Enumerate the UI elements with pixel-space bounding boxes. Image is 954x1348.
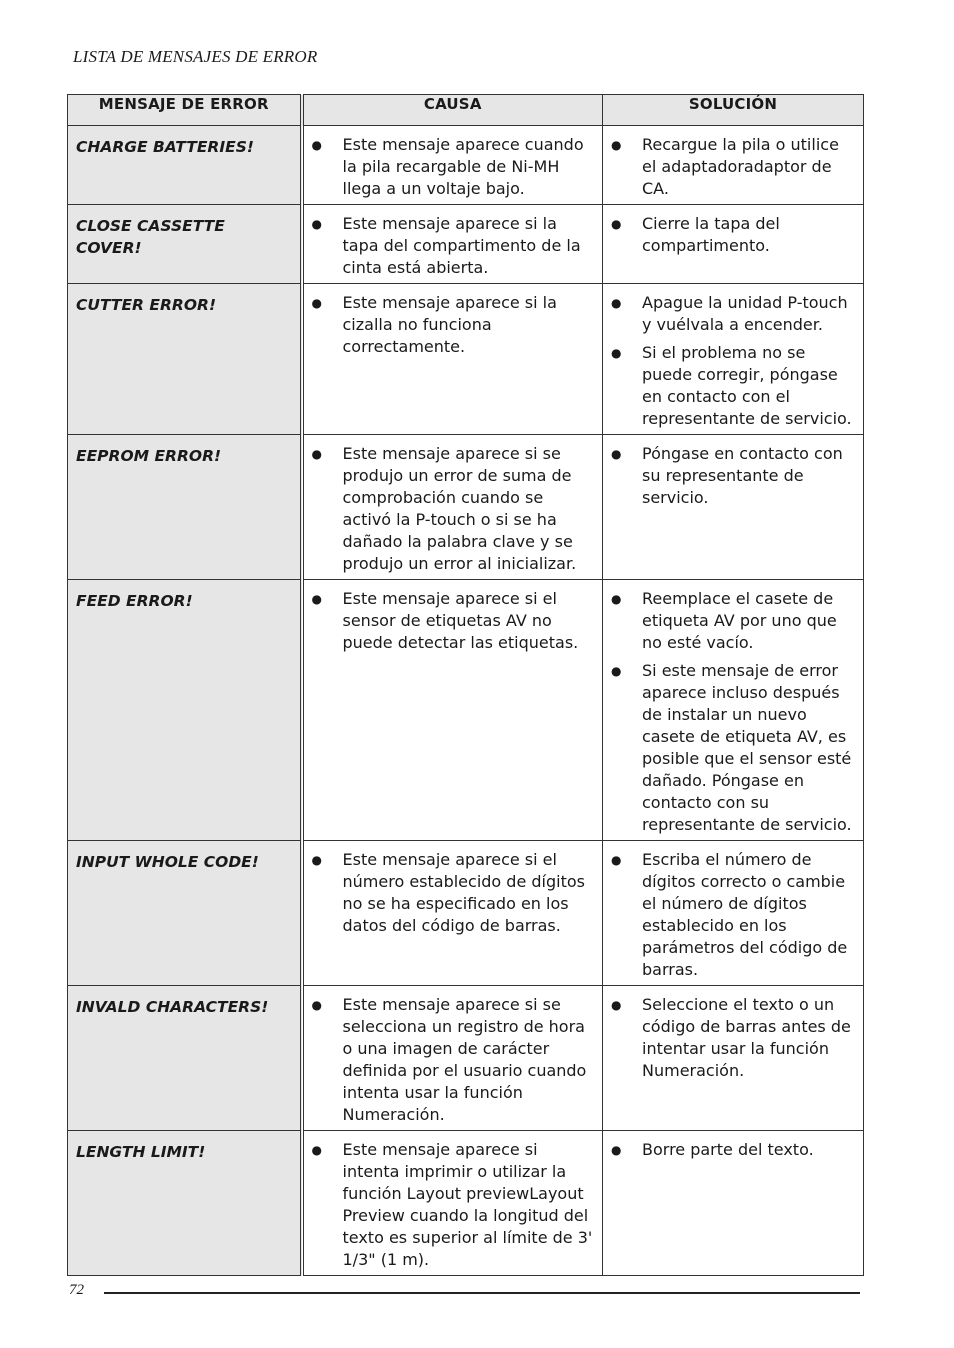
cause-cell xyxy=(302,205,603,284)
cause-item-text: Este mensaje aparece si la cizalla no funciona correctamente. xyxy=(342,293,557,356)
solution-item-text: Si el problema no se puede corregir, póngase en contacto con el representante de servicio. xyxy=(642,343,852,428)
solution-item xyxy=(609,443,855,509)
table-row xyxy=(68,841,864,986)
solution-item-text: Borre parte del texto. xyxy=(642,1140,814,1159)
bullet-icon: ● xyxy=(611,346,622,360)
table-row xyxy=(68,284,864,435)
solution-item xyxy=(609,1139,855,1161)
cause-cell xyxy=(302,284,603,435)
solution-item xyxy=(609,213,855,257)
cause-item-text: Este mensaje aparece si se produjo un error de suma de comprobación cuando se activó la P-touch o si se ha dañado la palabra clave y se produjo un error al inicializar. xyxy=(342,444,577,573)
solution-item-text: Si este mensaje de error aparece incluso después de instalar un nuevo casete de etiqueta AV, es posible que el sensor esté dañado. Póngase en contacto con su representante de servicio. xyxy=(642,661,852,834)
solution-item xyxy=(609,342,855,430)
cause-item xyxy=(310,443,595,575)
cause-cell xyxy=(302,435,603,580)
solution-item xyxy=(609,588,855,654)
footer-rule xyxy=(104,1292,860,1294)
solution-item-text: Póngase en contacto con su representante de servicio. xyxy=(642,444,843,507)
error-message-cell: LENGTH LIMIT! xyxy=(68,1131,302,1276)
table-header-row xyxy=(68,95,864,126)
error-message-cell: INPUT WHOLE CODE! xyxy=(68,841,302,986)
solution-item-text: Escriba el número de dígitos correcto o cambie el número de dígitos establecido en los parámetros del código de barras. xyxy=(642,850,848,979)
solution-item xyxy=(609,994,855,1082)
header-cause: CAUSA xyxy=(302,95,603,126)
bullet-icon: ● xyxy=(611,296,622,310)
solution-item xyxy=(609,660,855,836)
table-row xyxy=(68,435,864,580)
cause-item xyxy=(310,134,595,200)
solution-cell xyxy=(603,841,864,986)
bullet-icon: ● xyxy=(311,138,322,152)
error-messages-table xyxy=(67,94,864,1276)
bullet-icon: ● xyxy=(611,592,622,606)
solution-cell xyxy=(603,205,864,284)
solution-item-text: Apague la unidad P-touch y vuélvala a encender. xyxy=(642,293,848,334)
cause-cell xyxy=(302,126,603,205)
bullet-icon: ● xyxy=(311,592,322,606)
cause-cell xyxy=(302,1131,603,1276)
cause-item-text: Este mensaje aparece cuando la pila recargable de Ni-MH llega a un voltaje bajo. xyxy=(342,135,584,198)
page-number: 72 xyxy=(69,1282,84,1298)
error-message-cell: EEPROM ERROR! xyxy=(68,435,302,580)
solution-cell xyxy=(603,435,864,580)
table-row xyxy=(68,126,864,205)
cause-item-text: Este mensaje aparece si el sensor de etiquetas AV no puede detectar las etiquetas. xyxy=(342,589,579,652)
bullet-icon: ● xyxy=(311,998,322,1012)
bullet-icon: ● xyxy=(611,853,622,867)
cause-item-text: Este mensaje aparece si la tapa del compartimento de la cinta está abierta. xyxy=(342,214,581,277)
cause-item xyxy=(310,994,595,1126)
cause-item-text: Este mensaje aparece si intenta imprimir o utilizar la función Layout previewLayout Preview cuando la longitud del texto es superior al límite de 3' 1/3" (1 m). xyxy=(342,1140,593,1269)
bullet-icon: ● xyxy=(311,1143,322,1157)
bullet-icon: ● xyxy=(611,138,622,152)
solution-cell xyxy=(603,580,864,841)
bullet-icon: ● xyxy=(311,296,322,310)
error-message-cell: CLOSE CASSETTE COVER! xyxy=(68,205,302,284)
header-solution: SOLUCIÓN xyxy=(603,95,864,126)
error-message-cell: INVALD CHARACTERS! xyxy=(68,986,302,1131)
solution-cell xyxy=(603,986,864,1131)
page-title: LISTA DE MENSAJES DE ERROR xyxy=(73,47,318,66)
error-message-cell: CHARGE BATTERIES! xyxy=(68,126,302,205)
solution-cell xyxy=(603,126,864,205)
cause-item xyxy=(310,588,595,654)
bullet-icon: ● xyxy=(611,217,622,231)
solution-item xyxy=(609,134,855,200)
solution-item-text: Seleccione el texto o un código de barras antes de intentar usar la función Numeración. xyxy=(642,995,851,1080)
solution-cell xyxy=(603,284,864,435)
solution-item-text: Recargue la pila o utilice el adaptadoradaptor de CA. xyxy=(642,135,839,198)
cause-item-text: Este mensaje aparece si se selecciona un registro de hora o una imagen de carácter definida por el usuario cuando intenta usar la función Numeración. xyxy=(342,995,587,1124)
table-row xyxy=(68,1131,864,1276)
bullet-icon: ● xyxy=(311,853,322,867)
cause-item-text: Este mensaje aparece si el número establecido de dígitos no se ha especificado en los datos del código de barras. xyxy=(342,850,585,935)
cause-item xyxy=(310,849,595,937)
bullet-icon: ● xyxy=(611,447,622,461)
cause-cell xyxy=(302,986,603,1131)
table-row xyxy=(68,986,864,1131)
error-message-cell: FEED ERROR! xyxy=(68,580,302,841)
solution-item-text: Cierre la tapa del compartimento. xyxy=(642,214,780,255)
error-message-cell: CUTTER ERROR! xyxy=(68,284,302,435)
cause-cell xyxy=(302,580,603,841)
solution-cell xyxy=(603,1131,864,1276)
header-message: MENSAJE DE ERROR xyxy=(68,95,302,126)
solution-item xyxy=(609,292,855,336)
bullet-icon: ● xyxy=(611,664,622,678)
cause-item xyxy=(310,292,595,358)
bullet-icon: ● xyxy=(611,1143,622,1157)
cause-cell xyxy=(302,841,603,986)
bullet-icon: ● xyxy=(311,217,322,231)
table-row xyxy=(68,580,864,841)
solution-item xyxy=(609,849,855,981)
solution-item-text: Reemplace el casete de etiqueta AV por uno que no esté vacío. xyxy=(642,589,837,652)
cause-item xyxy=(310,1139,595,1271)
cause-item xyxy=(310,213,595,279)
bullet-icon: ● xyxy=(611,998,622,1012)
table-row xyxy=(68,205,864,284)
bullet-icon: ● xyxy=(311,447,322,461)
